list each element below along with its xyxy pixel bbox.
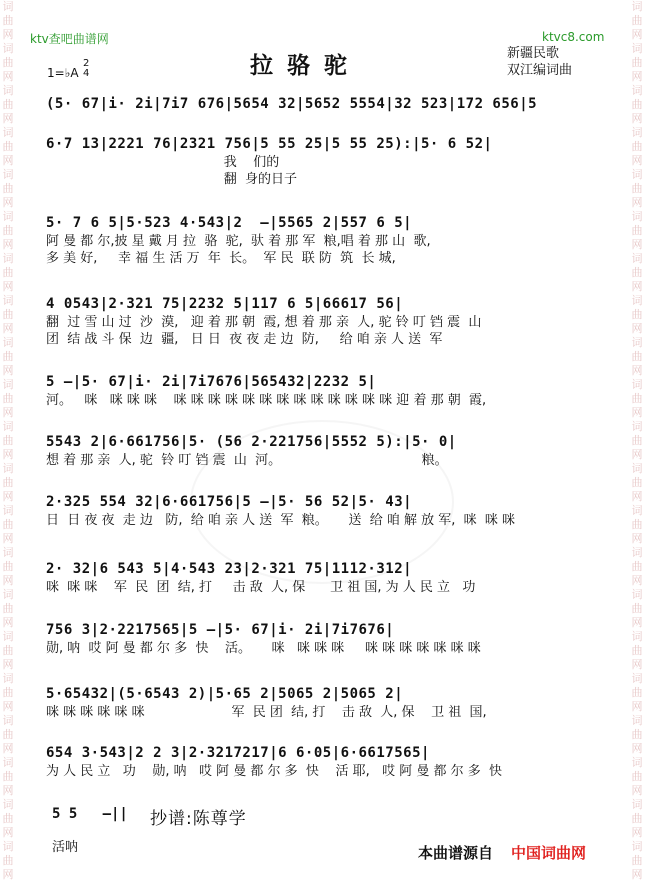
- side-watermark-char: 网: [2, 784, 14, 797]
- side-watermark-char: 曲: [2, 98, 14, 111]
- side-watermark-char: 词: [2, 168, 14, 181]
- side-watermark-char: 网: [631, 322, 643, 335]
- side-watermark-char: 曲: [2, 560, 14, 573]
- notation-line: 5 —|5· 67|i· 2i|7i7676|565432|2232 5|: [46, 374, 377, 390]
- side-watermark-char: 网: [2, 322, 14, 335]
- side-watermark-char: 曲: [631, 392, 643, 405]
- side-watermark-char: 词: [631, 0, 643, 13]
- source-label: 本曲谱源自: [418, 844, 494, 862]
- side-watermark-char: 网: [2, 406, 14, 419]
- lyric-line: 我 们的: [46, 155, 280, 170]
- side-watermark-char: 曲: [2, 770, 14, 783]
- side-watermark-char: 词: [631, 42, 643, 55]
- side-watermark-char: 词: [631, 672, 643, 685]
- side-watermark-char: 曲: [631, 224, 643, 237]
- side-watermark-char: 网: [631, 28, 643, 41]
- score-row: [46, 372, 602, 409]
- side-watermark-char: 曲: [631, 560, 643, 573]
- side-watermark-char: 词: [631, 798, 643, 811]
- score-row: [46, 94, 602, 114]
- side-watermark-char: 曲: [631, 98, 643, 111]
- score-row: [46, 213, 602, 267]
- side-watermark-char: 词: [631, 252, 643, 265]
- side-watermark-char: 网: [2, 532, 14, 545]
- side-watermark-char: 网: [631, 238, 643, 251]
- side-watermark-char: 曲: [631, 14, 643, 27]
- lyric-line: 勋, 呐 哎 阿 曼 都 尔 多 快 活。 咪 咪 咪 咪 咪 咪 咪 咪 咪 咪 咪: [46, 641, 481, 656]
- side-watermark-char: 词: [2, 336, 14, 349]
- side-watermark-char: 网: [631, 826, 643, 839]
- side-watermark-char: 曲: [631, 266, 643, 279]
- lyric-line: 河。 咪 咪 咪 咪 咪 咪 咪 咪 咪 咪 咪 咪 咪 咪 咪 咪 咪 迎 着 那 朝 霞,: [46, 393, 487, 408]
- side-watermark-char: 词: [631, 756, 643, 769]
- lyric-line: 咪 咪 咪 军 民 团 结, 打 击 敌 人, 保 卫 祖 国, 为 人 民 立 功: [46, 580, 476, 595]
- side-watermark-char: 词: [2, 714, 14, 727]
- notation-line: (5· 67|i· 2i|7i7 676|5654 32|5652 5554|32 523|172 656|5: [46, 96, 538, 112]
- side-watermark-char: 网: [2, 28, 14, 41]
- side-watermark-char: 网: [2, 868, 14, 881]
- score-row: [46, 294, 602, 348]
- side-watermark-char: 网: [631, 70, 643, 83]
- side-watermark-char: 词: [631, 336, 643, 349]
- side-watermark-char: 网: [2, 658, 14, 671]
- side-watermark-char: 网: [2, 364, 14, 377]
- side-watermark-char: 曲: [631, 140, 643, 153]
- side-watermark-char: 网: [2, 448, 14, 461]
- time-bottom: 4: [83, 68, 90, 79]
- ending-notes: 5 5 —||: [52, 806, 128, 822]
- genre-label: 新疆民歌: [507, 46, 560, 61]
- side-watermark-char: 曲: [2, 518, 14, 531]
- side-watermark-char: 网: [631, 112, 643, 125]
- side-watermark-char: 词: [2, 546, 14, 559]
- score-row: [46, 432, 602, 469]
- side-watermark-char: 词: [631, 294, 643, 307]
- arranger-label: 双江编词曲: [507, 63, 573, 78]
- side-watermark-char: 词: [2, 756, 14, 769]
- lyric-line: 翻 过 雪 山 过 沙 漠, 迎 着 那 朝 霞, 想 着 那 亲 人, 驼 铃 叮 铛 震 山: [46, 315, 482, 330]
- side-watermark-char: 词: [631, 504, 643, 517]
- side-watermark-char: 曲: [2, 308, 14, 321]
- notation-line: 6·7 13|2221 76|2321 756|5 55 25|5 55 25):|5· 6 52|: [46, 136, 493, 152]
- side-watermark-char: 网: [2, 112, 14, 125]
- side-watermark-char: 词: [2, 504, 14, 517]
- side-watermark-char: 网: [2, 238, 14, 251]
- notation-line: 5·65432|(5·6543 2)|5·65 2|5065 2|5065 2|: [46, 686, 404, 702]
- side-watermark-char: 网: [2, 70, 14, 83]
- ending-lyric: 活呐: [52, 840, 79, 855]
- key-signature: 1=♭A: [47, 66, 79, 80]
- side-watermark-char: 曲: [2, 266, 14, 279]
- source-footer: [418, 842, 586, 863]
- side-watermark-char: 曲: [631, 350, 643, 363]
- side-watermark-char: 词: [2, 210, 14, 223]
- side-watermark-char: 词: [2, 42, 14, 55]
- time-top: 2: [83, 58, 90, 69]
- side-watermark-char: 曲: [2, 392, 14, 405]
- side-watermark-char: 网: [2, 826, 14, 839]
- side-watermark-char: 曲: [2, 224, 14, 237]
- side-watermark-char: 网: [2, 574, 14, 587]
- side-watermark-char: 网: [2, 616, 14, 629]
- side-watermark-char: 网: [631, 280, 643, 293]
- side-watermark-char: 曲: [2, 854, 14, 867]
- side-watermark-char: 网: [631, 364, 643, 377]
- side-watermark-char: 词: [2, 84, 14, 97]
- side-watermark-char: 曲: [2, 434, 14, 447]
- side-watermark-char: 网: [631, 490, 643, 503]
- side-watermark-char: 词: [631, 126, 643, 139]
- side-watermark-char: 曲: [631, 308, 643, 321]
- score-row: [46, 134, 602, 188]
- side-watermark-char: 词: [631, 630, 643, 643]
- side-watermark-char: 词: [631, 840, 643, 853]
- side-watermark-char: 词: [631, 588, 643, 601]
- side-watermark-char: 曲: [631, 686, 643, 699]
- side-watermark-char: 曲: [631, 476, 643, 489]
- side-watermark-char: 词: [2, 672, 14, 685]
- side-watermark-char: 网: [2, 742, 14, 755]
- score-row: [46, 684, 602, 721]
- lyric-line: 为 人 民 立 功 勋, 呐 哎 阿 曼 都 尔 多 快 活 耶, 哎 阿 曼 都 尔 多 快: [46, 764, 503, 779]
- side-watermark-char: 曲: [631, 770, 643, 783]
- side-watermark-char: 词: [631, 168, 643, 181]
- side-watermark-char: 词: [2, 126, 14, 139]
- time-signature: [83, 59, 89, 79]
- notation-line: 4 0543|2·321 75|2232 5|117 6 5|66617 56|: [46, 296, 404, 312]
- side-watermark-char: 词: [2, 294, 14, 307]
- side-watermark-char: 曲: [631, 812, 643, 825]
- side-watermark-char: 网: [631, 532, 643, 545]
- score-row: [46, 620, 602, 657]
- side-watermark-char: 曲: [2, 14, 14, 27]
- song-meta: [507, 45, 572, 79]
- score-row: [46, 743, 602, 780]
- notation-line: 5543 2|6·661756|5· (56 2·221756|5552 5):|5· 0|: [46, 434, 457, 450]
- lyric-line: 团 结 战 斗 保 边 疆, 日 日 夜 夜 走 边 防, 给 咱 亲 人 送 军: [46, 332, 443, 347]
- side-watermark-char: 词: [2, 252, 14, 265]
- side-watermark-char: 网: [631, 406, 643, 419]
- side-watermark-char: 网: [2, 700, 14, 713]
- site-url-watermark: ktvc8.com: [542, 30, 605, 44]
- side-watermark-char: 词: [2, 798, 14, 811]
- side-watermark-char: 曲: [2, 686, 14, 699]
- side-watermark-char: 词: [2, 378, 14, 391]
- side-watermark-char: 网: [2, 490, 14, 503]
- side-watermark-char: 曲: [2, 182, 14, 195]
- lyric-line: 阿 曼 都 尔,披 星 戴 月 拉 骆 驼, 驮 着 那 军 粮,唱 着 那 山 歌,: [46, 234, 431, 249]
- side-watermark-char: 曲: [2, 644, 14, 657]
- lyric-line: 日 日 夜 夜 走 边 防, 给 咱 亲 人 送 军 粮。 送 给 咱 解 放 军, 咪 咪 咪: [46, 513, 516, 528]
- side-watermark-char: 词: [631, 210, 643, 223]
- transcriber-credit: 抄谱:陈尊学: [150, 809, 247, 829]
- side-watermark-char: 网: [631, 742, 643, 755]
- side-watermark-char: 网: [631, 196, 643, 209]
- notation-line: 5· 7 6 5|5·523 4·543|2 —|5565 2|557 6 5|: [46, 215, 413, 231]
- side-watermark-char: 词: [631, 420, 643, 433]
- side-watermark-char: 词: [2, 840, 14, 853]
- side-watermark-char: 词: [631, 84, 643, 97]
- lyric-line: 翻 身的日子: [46, 172, 297, 187]
- right-watermark: [629, 0, 645, 889]
- side-watermark-char: 曲: [631, 602, 643, 615]
- side-watermark-char: 词: [631, 546, 643, 559]
- side-watermark-char: 词: [2, 420, 14, 433]
- left-watermark: [0, 0, 16, 889]
- side-watermark-char: 词: [2, 630, 14, 643]
- song-title: 拉骆驼: [250, 52, 361, 79]
- side-watermark-char: 曲: [2, 140, 14, 153]
- source-site-link[interactable]: 中国词曲网: [511, 844, 587, 862]
- side-watermark-char: 曲: [2, 812, 14, 825]
- side-watermark-char: 网: [631, 448, 643, 461]
- side-watermark-char: 词: [2, 0, 14, 13]
- notation-line: 2· 32|6 543 5|4·543 23|2·321 75|1112·312|: [46, 561, 413, 577]
- score-row: [46, 559, 602, 596]
- side-watermark-char: 曲: [631, 182, 643, 195]
- side-watermark-char: 曲: [631, 518, 643, 531]
- score-row: [46, 492, 602, 529]
- side-watermark-char: 网: [631, 616, 643, 629]
- notation-line: 2·325 554 32|6·661756|5 —|5· 56 52|5· 43|: [46, 494, 413, 510]
- side-watermark-char: 词: [631, 378, 643, 391]
- side-watermark-char: 曲: [2, 476, 14, 489]
- lyric-line: 多 美 好, 幸 福 生 活 万 年 长。 军 民 联 防 筑 长 城,: [46, 251, 396, 266]
- side-watermark-char: 曲: [631, 56, 643, 69]
- side-watermark-char: 词: [2, 462, 14, 475]
- side-watermark-char: 词: [2, 588, 14, 601]
- site-watermark: ktv查吧曲谱网: [30, 32, 109, 46]
- side-watermark-char: 网: [2, 196, 14, 209]
- side-watermark-char: 曲: [631, 644, 643, 657]
- side-watermark-char: 网: [631, 574, 643, 587]
- side-watermark-char: 曲: [2, 602, 14, 615]
- side-watermark-char: 网: [631, 658, 643, 671]
- side-watermark-char: 曲: [2, 350, 14, 363]
- side-watermark-char: 网: [631, 868, 643, 881]
- side-watermark-char: 曲: [631, 728, 643, 741]
- side-watermark-char: 网: [631, 784, 643, 797]
- side-watermark-char: 曲: [631, 854, 643, 867]
- side-watermark-char: 词: [631, 462, 643, 475]
- side-watermark-char: 曲: [2, 728, 14, 741]
- side-watermark-char: 曲: [2, 56, 14, 69]
- side-watermark-char: 曲: [631, 434, 643, 447]
- side-watermark-char: 词: [631, 714, 643, 727]
- notation-line: 654 3·543|2 2 3|2·3217217|6 6·05|6·6617565|: [46, 745, 430, 761]
- side-watermark-char: 网: [631, 154, 643, 167]
- lyric-line: 咪 咪 咪 咪 咪 咪 军 民 团 结, 打 击 敌 人, 保 卫 祖 国,: [46, 705, 487, 720]
- notation-line: 756 3|2·2217565|5 —|5· 67|i· 2i|7i7676|: [46, 622, 395, 638]
- side-watermark-char: 网: [2, 280, 14, 293]
- lyric-line: 想 着 那 亲 人, 驼 铃 叮 铛 震 山 河。 粮。: [46, 453, 448, 468]
- side-watermark-char: 网: [2, 154, 14, 167]
- side-watermark-char: 网: [631, 700, 643, 713]
